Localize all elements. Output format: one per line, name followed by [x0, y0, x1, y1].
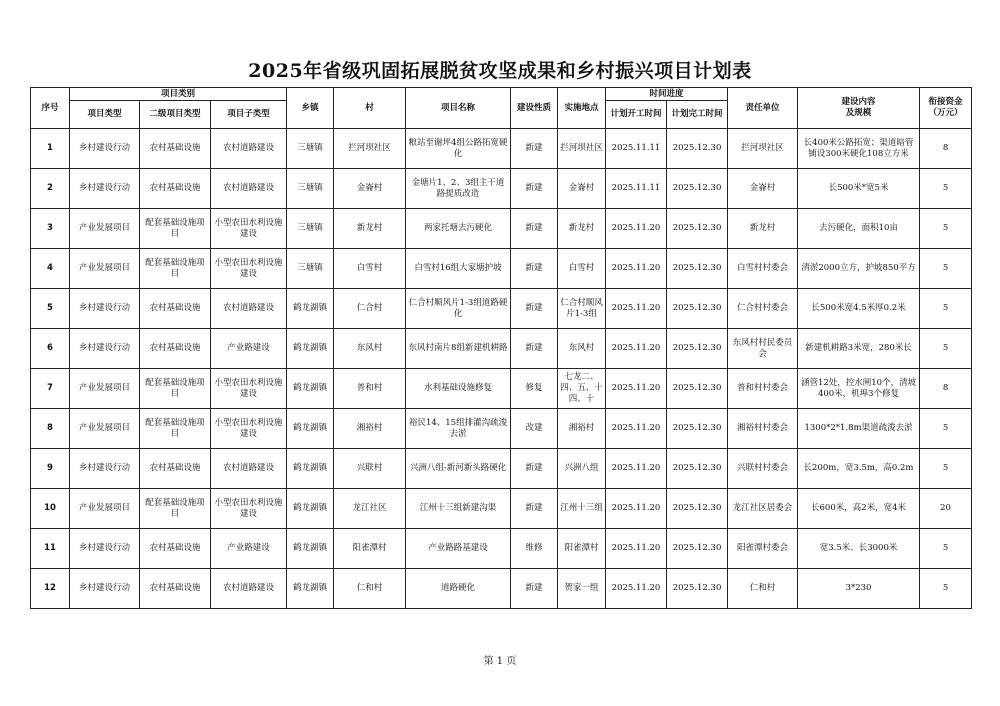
cell-town: 鹤龙湖镇: [287, 489, 334, 529]
cell-start: 2025.11.20: [606, 569, 667, 609]
cell-unit: 仁和村: [728, 569, 798, 609]
cell-funds: 8: [920, 369, 972, 409]
cell-project-name: 东风村南片8组新建机耕路: [406, 329, 511, 369]
cell-location: 仁合村顺风片1-3组: [558, 289, 606, 329]
table-row: [31, 449, 972, 489]
cell-town: 鹤龙湖镇: [287, 409, 334, 449]
cell-subtype: 农村道路建设: [211, 289, 287, 329]
cell-sub2: 农村基础设施: [140, 569, 211, 609]
cell-start: 2025.11.20: [606, 369, 667, 409]
cell-town: 鹤龙湖镇: [287, 369, 334, 409]
cell-funds: 5: [920, 529, 972, 569]
header-project-name: 项目名称: [406, 88, 511, 129]
page-title: 2025年省级巩固拓展脱贫攻坚成果和乡村振兴项目计划表: [248, 60, 752, 82]
cell-project-name: 道路硬化: [406, 569, 511, 609]
cell-seq: 5: [31, 289, 70, 329]
cell-seq: 4: [31, 249, 70, 289]
cell-unit: 湘裕村村委会: [728, 409, 798, 449]
cell-end: 2025.12.30: [667, 209, 728, 249]
cell-sub2: 配套基础设施项目: [140, 489, 211, 529]
cell-town: 三塘镇: [287, 209, 334, 249]
cell-funds: 20: [920, 489, 972, 529]
cell-sub2: 农村基础设施: [140, 449, 211, 489]
cell-start: 2025.11.20: [606, 449, 667, 489]
cell-village: 东风村: [334, 329, 406, 369]
cell-type: 乡村建设行动: [70, 289, 140, 329]
cell-start: 2025.11.11: [606, 169, 667, 209]
header-schedule-group: 时间进度: [606, 88, 728, 101]
cell-project-name: 水利基础设施修复: [406, 369, 511, 409]
cell-end: 2025.12.30: [667, 329, 728, 369]
cell-location: 兴洲八组: [558, 449, 606, 489]
table-body: [31, 129, 972, 609]
cell-unit: 白雪村村委会: [728, 249, 798, 289]
cell-end: 2025.12.30: [667, 529, 728, 569]
table-row: [31, 209, 972, 249]
cell-content: 涵管12处，控水闸10个，清坡400米，机埠3个修复: [798, 369, 920, 409]
cell-end: 2025.12.30: [667, 569, 728, 609]
cell-funds: 5: [920, 569, 972, 609]
cell-village: 拦河坝社区: [334, 129, 406, 169]
cell-nature: 新建: [511, 289, 558, 329]
cell-end: 2025.12.30: [667, 409, 728, 449]
cell-location: 金崙村: [558, 169, 606, 209]
cell-type: 产业发展项目: [70, 409, 140, 449]
cell-content: 长200m，宽3.5m，高0.2m: [798, 449, 920, 489]
cell-start: 2025.11.20: [606, 409, 667, 449]
cell-nature: 改建: [511, 409, 558, 449]
cell-subtype: 小型农田水利设施建设: [211, 409, 287, 449]
cell-content: 长500米宽4.5米厚0.2米: [798, 289, 920, 329]
cell-town: 三塘镇: [287, 169, 334, 209]
cell-town: 鹤龙湖镇: [287, 529, 334, 569]
header-funds: 衔接资金 （万元）: [920, 88, 972, 129]
cell-nature: 修复: [511, 369, 558, 409]
cell-start: 2025.11.20: [606, 249, 667, 289]
cell-unit: 东风村村民委员会: [728, 329, 798, 369]
header-subtype: 项目子类型: [211, 101, 287, 129]
cell-type: 乡村建设行动: [70, 169, 140, 209]
cell-sub2: 配套基础设施项目: [140, 409, 211, 449]
cell-nature: 新建: [511, 129, 558, 169]
cell-type: 乡村建设行动: [70, 529, 140, 569]
cell-end: 2025.12.30: [667, 449, 728, 489]
header-nature: 建设性质: [511, 88, 558, 129]
header-start: 计划开工时间: [606, 101, 667, 129]
cell-location: 湘裕村: [558, 409, 606, 449]
header-category-group: 项目类别: [70, 88, 287, 101]
cell-unit: 龙江社区居委会: [728, 489, 798, 529]
cell-sub2: 配套基础设施项目: [140, 249, 211, 289]
project-plan-table: [30, 87, 972, 609]
cell-funds: 5: [920, 329, 972, 369]
cell-nature: 维修: [511, 529, 558, 569]
cell-location: 江州十三组: [558, 489, 606, 529]
cell-type: 产业发展项目: [70, 369, 140, 409]
cell-unit: 新龙村: [728, 209, 798, 249]
cell-location: 新龙村: [558, 209, 606, 249]
cell-seq: 10: [31, 489, 70, 529]
table-row: [31, 569, 972, 609]
cell-content: 宽3.5米、长3000米: [798, 529, 920, 569]
cell-village: 龙江社区: [334, 489, 406, 529]
cell-nature: 新建: [511, 569, 558, 609]
cell-content: 3*230: [798, 569, 920, 609]
cell-start: 2025.11.11: [606, 129, 667, 169]
cell-subtype: 小型农田水利设施建设: [211, 489, 287, 529]
cell-town: 鹤龙湖镇: [287, 449, 334, 489]
cell-funds: 5: [920, 209, 972, 249]
cell-location: 拦河坝社区: [558, 129, 606, 169]
header-end: 计划完工时间: [667, 101, 728, 129]
cell-location: 白雪村: [558, 249, 606, 289]
cell-project-name: 两家托塘去污硬化: [406, 209, 511, 249]
cell-funds: 5: [920, 409, 972, 449]
cell-nature: 新建: [511, 209, 558, 249]
cell-village: 普和村: [334, 369, 406, 409]
table-row: [31, 289, 972, 329]
cell-subtype: 小型农田水利设施建设: [211, 209, 287, 249]
cell-sub2: 农村基础设施: [140, 129, 211, 169]
cell-content: 长600米，高2米，宽4米: [798, 489, 920, 529]
cell-type: 产业发展项目: [70, 489, 140, 529]
cell-unit: 仁合村村委会: [728, 289, 798, 329]
cell-type: 乡村建设行动: [70, 569, 140, 609]
cell-seq: 6: [31, 329, 70, 369]
cell-town: 鹤龙湖镇: [287, 569, 334, 609]
cell-village: 仁和村: [334, 569, 406, 609]
header-unit: 责任单位: [728, 88, 798, 129]
cell-subtype: 农村道路建设: [211, 129, 287, 169]
cell-project-name: 仁合村顺风片1-3组道路硬化: [406, 289, 511, 329]
cell-sub2: 农村基础设施: [140, 329, 211, 369]
cell-village: 金崙村: [334, 169, 406, 209]
cell-town: 三塘镇: [287, 129, 334, 169]
cell-subtype: 产业路建设: [211, 529, 287, 569]
cell-nature: 新建: [511, 169, 558, 209]
cell-start: 2025.11.20: [606, 529, 667, 569]
cell-type: 产业发展项目: [70, 209, 140, 249]
header-content: 建设内容 及规模: [798, 88, 920, 129]
cell-type: 乡村建设行动: [70, 449, 140, 489]
cell-nature: 新建: [511, 449, 558, 489]
cell-subtype: 农村道路建设: [211, 169, 287, 209]
cell-town: 三塘镇: [287, 249, 334, 289]
cell-village: 仁合村: [334, 289, 406, 329]
table-row: [31, 129, 972, 169]
header-location: 实施地点: [558, 88, 606, 129]
cell-village: 阳雀潭村: [334, 529, 406, 569]
table-row: [31, 489, 972, 529]
header-village: 村: [334, 88, 406, 129]
cell-project-name: 白雪村16组大家塘护坡: [406, 249, 511, 289]
cell-project-name: 裕民14、15组排灌沟疏浚去淤: [406, 409, 511, 449]
cell-content: 长400米公路拓宽；渠道暗管铺设300米硬化108立方米: [798, 129, 920, 169]
cell-funds: 5: [920, 249, 972, 289]
table-row: [31, 249, 972, 289]
cell-unit: 阳雀潭村委会: [728, 529, 798, 569]
cell-seq: 1: [31, 129, 70, 169]
cell-content: 清淤2000立方，护坡850平方: [798, 249, 920, 289]
cell-funds: 8: [920, 129, 972, 169]
cell-end: 2025.12.30: [667, 369, 728, 409]
header-sub2: 二级项目类型: [140, 101, 211, 129]
table-row: [31, 169, 972, 209]
cell-village: 湘裕村: [334, 409, 406, 449]
cell-location: 阳雀潭村: [558, 529, 606, 569]
cell-project-name: 粮站至谢坪4组公路拓宽硬化: [406, 129, 511, 169]
cell-town: 鹤龙湖镇: [287, 289, 334, 329]
cell-subtype: 小型农田水利设施建设: [211, 249, 287, 289]
cell-start: 2025.11.20: [606, 329, 667, 369]
table-row: [31, 369, 972, 409]
cell-content: 新建机耕路3米宽，280米长: [798, 329, 920, 369]
table-row: [31, 409, 972, 449]
cell-funds: 5: [920, 169, 972, 209]
cell-seq: 7: [31, 369, 70, 409]
cell-village: 新龙村: [334, 209, 406, 249]
page-number: 第 1 页: [483, 656, 517, 667]
cell-nature: 新建: [511, 249, 558, 289]
cell-project-name: 产业路路基建设: [406, 529, 511, 569]
cell-town: 鹤龙湖镇: [287, 329, 334, 369]
cell-type: 乡村建设行动: [70, 329, 140, 369]
cell-content: 1300*2*1.8m渠道疏浚去淤: [798, 409, 920, 449]
cell-location: 贺家一组: [558, 569, 606, 609]
cell-project-name: 兴洲八组-新河新头路硬化: [406, 449, 511, 489]
cell-nature: 新建: [511, 329, 558, 369]
cell-start: 2025.11.20: [606, 209, 667, 249]
cell-sub2: 农村基础设施: [140, 289, 211, 329]
cell-village: 兴联村: [334, 449, 406, 489]
cell-start: 2025.11.20: [606, 289, 667, 329]
cell-seq: 9: [31, 449, 70, 489]
cell-subtype: 产业路建设: [211, 329, 287, 369]
cell-seq: 2: [31, 169, 70, 209]
cell-end: 2025.12.30: [667, 489, 728, 529]
cell-end: 2025.12.30: [667, 289, 728, 329]
cell-unit: 兴联村村委会: [728, 449, 798, 489]
cell-start: 2025.11.20: [606, 489, 667, 529]
cell-location: 东风村: [558, 329, 606, 369]
cell-funds: 5: [920, 449, 972, 489]
cell-project-name: 金塘片1、2、3组主干道路提质改造: [406, 169, 511, 209]
cell-type: 产业发展项目: [70, 249, 140, 289]
cell-nature: 新建: [511, 489, 558, 529]
table-row: [31, 329, 972, 369]
cell-subtype: 农村道路建设: [211, 569, 287, 609]
cell-village: 白雪村: [334, 249, 406, 289]
cell-sub2: 农村基础设施: [140, 169, 211, 209]
cell-unit: 金崙村: [728, 169, 798, 209]
cell-seq: 11: [31, 529, 70, 569]
cell-seq: 3: [31, 209, 70, 249]
cell-seq: 8: [31, 409, 70, 449]
cell-sub2: 配套基础设施项目: [140, 369, 211, 409]
cell-end: 2025.12.30: [667, 249, 728, 289]
cell-type: 乡村建设行动: [70, 129, 140, 169]
header-seq: 序号: [31, 88, 70, 129]
cell-end: 2025.12.30: [667, 169, 728, 209]
header-type: 项目类型: [70, 101, 140, 129]
table-row: [31, 529, 972, 569]
cell-content: 长500米*宽5米: [798, 169, 920, 209]
cell-subtype: 农村道路建设: [211, 449, 287, 489]
cell-seq: 12: [31, 569, 70, 609]
cell-end: 2025.12.30: [667, 129, 728, 169]
cell-subtype: 小型农田水利设施建设: [211, 369, 287, 409]
cell-sub2: 配套基础设施项目: [140, 209, 211, 249]
cell-location: 七龙二、四、五、十四、十: [558, 369, 606, 409]
cell-sub2: 农村基础设施: [140, 529, 211, 569]
cell-unit: 拦河坝社区: [728, 129, 798, 169]
cell-unit: 普和村村委会: [728, 369, 798, 409]
cell-project-name: 江州十三组新建沟渠: [406, 489, 511, 529]
cell-funds: 5: [920, 289, 972, 329]
header-town: 乡镇: [287, 88, 334, 129]
cell-content: 去污硬化，面积10亩: [798, 209, 920, 249]
